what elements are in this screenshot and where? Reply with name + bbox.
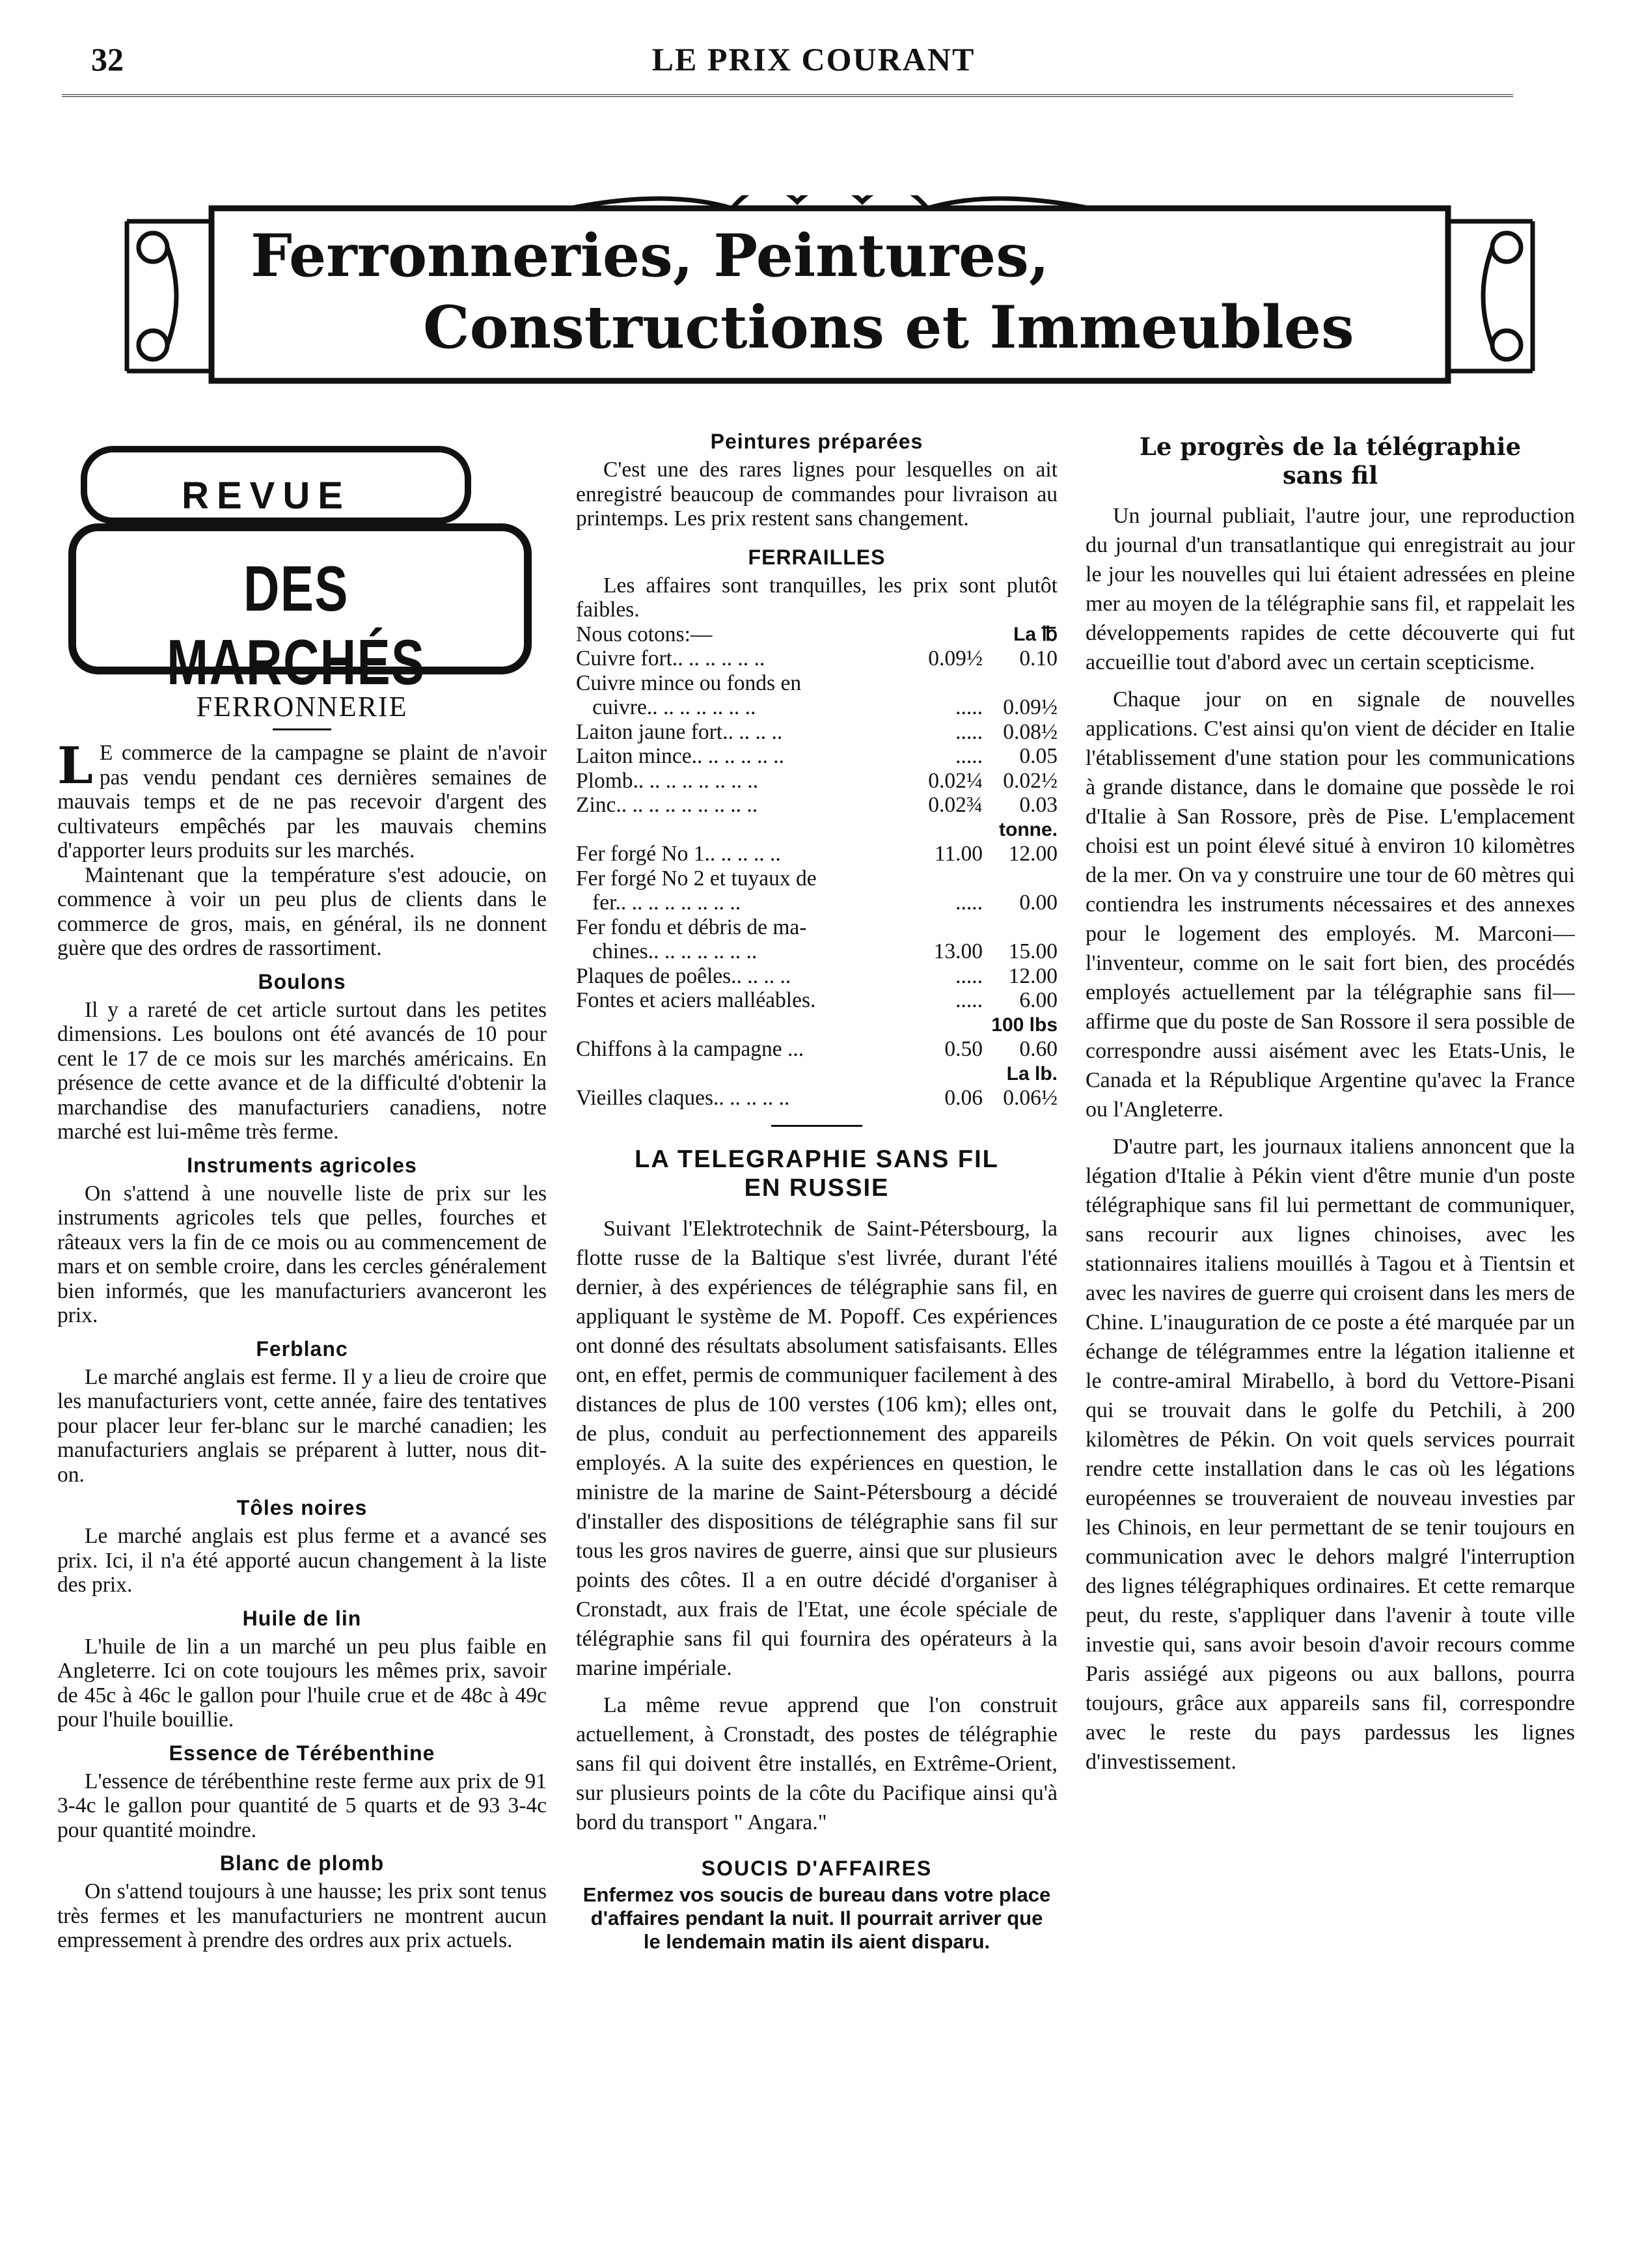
price-row — [576, 1013, 1058, 1038]
price-value: 0.02¾ — [928, 793, 983, 817]
subheading: Instruments agricoles — [187, 1153, 417, 1177]
price-row — [576, 646, 1058, 671]
revue-word: REVUE — [182, 475, 351, 517]
subheading: FERRAILLES — [748, 545, 886, 569]
price-row — [576, 769, 1058, 794]
price-value: 0.09½ — [928, 646, 983, 671]
des-marches-word: DES MARCHÉS — [167, 553, 426, 698]
paragraph: On s'attend toujours à une hausse; les prix sont tenus très fermes et les manufacturiers ne montrent aucun empressement à prendre des ordres aux prix actuels. — [57, 1879, 547, 1952]
subheading: Boulons — [258, 969, 346, 993]
price-value: 0.09½ — [1003, 695, 1058, 719]
price-row — [576, 793, 1058, 818]
price-value — [983, 915, 1058, 940]
header-rule — [62, 94, 1513, 97]
price-value: ..... — [955, 963, 983, 988]
paragraph: L'huile de lin a un marché un peu plus faible en Angleterre. Ici on cote toujours les mêmes prix, savoir de 45c à 46c le gallon pour l'huile crue et de 48c à 49c pour l'huile bouillie. — [57, 1634, 547, 1732]
price-value: 0.05 — [1019, 744, 1058, 768]
paragraph: Les affaires sont tranquilles, les prix sont plutôt faibles. — [576, 573, 1058, 622]
price-label: Laiton jaune fort.. .. .. .. — [576, 719, 783, 744]
paragraph: L E commerce de la campagne se plaint de n'avoir pas vendu pendant ces dernières semaines de mauvais temps et de ne pas recevoir d'argent des cultivateurs empêchés par les mauvais chemins d'apporter leurs produits sur les marchés. — [57, 736, 547, 863]
paragraph: Chaque jour on en signale de nouvelles applications. C'est ainsi qu'on vient de décider en Italie l'établissement d'une station pour les communications à grande distance, dans le domaine que possède le roi d'Italie à San Rossore, près de Pise. L'emplacement choisi est un point élevé situé à environ 10 kilomètres de la mer. On va y construire une tour de 60 mètres qui contiendra les instruments nécessaires et des annexes pour le logement des employés. M. Marconi—l'inventeur, comme on le sait fort bien, des procédés employés actuellement par la télégraphie sans fil—affirme que du poste de San Rossore il sera possible de correspondre aussi aisément avec les Etats-Unis, le Canada et la République Argentine qu'avec la France ou l'Angleterre. — [1086, 687, 1575, 1122]
paragraph: Le marché anglais est ferme. Il y a lieu de croire que les manufacturiers vont, cette année, faire des tentatives pour placer leur fer-blanc sur le marché canadien; les manufacturiers anglais se préparent à lutter, nous dit-on. — [57, 1364, 547, 1487]
subheading: Ferblanc — [256, 1336, 348, 1361]
price-value: 0.03 — [1019, 793, 1058, 817]
price-label: Laiton mince.. .. .. .. .. .. — [576, 744, 785, 768]
price-value: ..... — [955, 719, 983, 744]
price-value: 0.06½ — [1003, 1086, 1058, 1110]
price-row — [576, 744, 1058, 769]
price-unit: La ℔ — [1013, 623, 1058, 645]
price-label: cuivre.. .. .. .. .. .. .. — [576, 695, 756, 719]
paragraph: L'essence de térébenthine reste ferme aux prix de 91 3-4c le gallon pour quantité de 5 quarts et de 93 3-4c pour quantité moindre. — [57, 1769, 547, 1842]
price-row — [576, 622, 1058, 647]
box-title: SOUCIS D'AFFAIRES — [701, 1856, 933, 1880]
price-value: 0.60 — [1019, 1037, 1058, 1061]
paragraph: Maintenant que la température s'est adoucie, on commence à voir un peu plus de clients dans le commerce de gros, mais, en général, ils ne donnent guère que des ordres de rassortiment. — [57, 863, 547, 960]
article-title — [576, 1145, 1058, 1202]
price-row — [576, 1062, 1058, 1086]
price-label: chines.. .. .. .. .. .. .. — [576, 939, 758, 963]
price-label: Zinc.. .. .. .. .. .. .. .. .. — [576, 793, 758, 817]
price-value: 13.00 — [933, 939, 983, 963]
price-value: ..... — [955, 744, 983, 768]
price-label: Nous cotons:— — [576, 622, 713, 646]
price-value: 0.02¼ — [928, 768, 983, 793]
price-row — [576, 842, 1058, 866]
price-value: 6.00 — [1019, 988, 1058, 1012]
section-banner — [114, 195, 1546, 391]
article-title-line2: EN RUSSIE — [744, 1174, 890, 1202]
article-title — [1086, 432, 1575, 490]
price-value — [908, 671, 983, 696]
paragraph: La même revue apprend que l'on construit actuellement, à Cronstadt, des postes de télégraphie sans fil qui doivent être installés, en Extrême-Orient, sur plusieurs points de la côte du Pacifique ainsi qu'à bord du transport " Angara." — [576, 1693, 1058, 1834]
page-number: 32 — [91, 41, 124, 77]
price-value — [983, 671, 1058, 696]
price-row — [576, 964, 1058, 989]
article-title-line1: Le progrès de la télégraphie — [1139, 432, 1522, 461]
column-middle — [576, 430, 1058, 2196]
price-value: 12.00 — [1008, 842, 1058, 866]
subheading: Tôles noires — [236, 1496, 368, 1519]
price-row — [576, 1037, 1058, 1062]
price-value: 0.50 — [944, 1037, 983, 1061]
article-title-line2: sans fil — [1282, 461, 1378, 490]
price-value: 12.00 — [1008, 963, 1058, 988]
paragraph: Suivant l'Elektrotechnik de Saint-Pétersbourg, la flotte russe de la Baltique s'est livrée, durant l'été dernier, à des expériences de télégraphie sans fil, en appliquant le système de M. Popoff. Ces expériences ont donné des résultats absolument satisfaisants. Elles ont, en effet, permis de communiquer facilement à des distances de plus de 100 verstes (106 km); elles ont, de plus, conduit au perfectionnement des appareils employés. A la suite des expériences en question, le ministre de la marine de Saint-Pétersbourg a décidé d'installer des dispositions de télégraphie sans fil sur tous les gros navires de guerre, ainsi que sur plusieurs points des côtes. Il a en outre décidé d'organiser à Cronstadt, aux frais de l'Etat, une école spéciale de télégraphie sans fil qui fournira des opérateurs à la marine impériale. — [576, 1216, 1058, 1680]
price-row — [576, 695, 1058, 720]
paragraph: Il y a rareté de cet article surtout dans les petites dimensions. Les boulons ont été avancés de 10 pour cent le 17 de ce mois sur les marchés américains. En présence de cette avance et de la difficulté d'obtenir la marchandise des manufacturiers canadiens, notre marché est lui-même très ferme. — [57, 997, 547, 1144]
box-text: Enfermez vos soucis de bureau dans votre place d'affaires pendant la nuit. Il pourrait arriver que le lendemain matin ils aient disparu. — [582, 1883, 1051, 1953]
price-value: 0.06 — [944, 1086, 983, 1110]
price-value: 15.00 — [1008, 939, 1058, 963]
price-row — [576, 891, 1058, 915]
divider — [273, 728, 331, 730]
paragraph: Le marché anglais est plus ferme et a avancé ses prix. Ici, il n'a été apporté aucun changement à la liste des prix. — [57, 1524, 547, 1597]
price-value: ..... — [955, 695, 983, 719]
paragraph: C'est une des rares lignes pour lesquelles on ait enregistré beaucoup de commandes pour livraison au printemps. Les prix restent sans changement. — [576, 458, 1058, 531]
price-label: Plaques de poêles.. .. .. .. — [576, 963, 791, 988]
subheading: Peintures préparées — [710, 430, 923, 453]
price-row — [576, 939, 1058, 964]
drop-cap: L — [57, 736, 93, 795]
price-label: Chiffons à la campagne ... — [576, 1037, 804, 1061]
price-value: ..... — [955, 891, 983, 915]
price-row — [576, 818, 1058, 842]
divider — [771, 1125, 862, 1127]
subheading: Blanc de plomb — [219, 1851, 385, 1875]
price-value — [908, 866, 983, 891]
price-unit: 100 lbs — [991, 1014, 1058, 1036]
paragraph: On s'attend à une nouvelle liste de prix sur les instruments agricoles tels que pelles, fourches et râteaux vers la fin de ce mois ou au commencement de mars et on semble croire, dans les cercles généralement bien informés, que les manufacturiers avanceront les prix. — [57, 1181, 547, 1327]
price-label: fer.. .. .. .. .. .. .. .. — [576, 891, 741, 915]
revue-des-marches-logo — [64, 436, 540, 698]
paragraph: Un journal publiait, l'autre jour, une reproduction du journal d'un transatlantique qui enregistrait au jour le jour les nouvelles qui lui étaient adressées en pleine mer au moyen de la télégraphie sans fil, et rappelait les développements rapides de cette découverte qui fut accueillie tout d'abord avec un certain scepticisme. — [1086, 504, 1575, 674]
price-unit: tonne. — [999, 818, 1058, 840]
price-value: 0.00 — [1019, 891, 1058, 915]
price-row — [576, 988, 1058, 1013]
price-value: 0.02½ — [1003, 768, 1058, 793]
price-value: ..... — [955, 988, 983, 1012]
subheading: Essence de Térébenthine — [169, 1741, 435, 1765]
price-value: 0.10 — [1019, 646, 1058, 671]
price-row — [576, 915, 1058, 940]
price-value — [908, 915, 983, 940]
price-row — [576, 866, 1058, 891]
price-row — [576, 1086, 1058, 1111]
price-label: Fer fondu et débris de ma- — [576, 915, 807, 939]
price-label: Vieilles claques.. .. .. .. .. — [576, 1086, 790, 1110]
article-title-line1: LA TELEGRAPHIE SANS FIL — [635, 1145, 999, 1173]
column-left — [57, 430, 547, 2196]
price-label: Fontes et aciers malléables. — [576, 988, 816, 1012]
paragraph: D'autre part, les journaux italiens annoncent que la légation d'Italie à Pékin vient d'être munie d'un poste télégraphique sans fil lui permettant de communiquer, sans recourir aux lignes chinoises, avec les stationnaires italiens mouillés à Tagou et à Tientsin et avec les navires de guerre qui croisent dans les mers de Chine. L'inauguration de ce poste a été marquée par un échange de télégrammes entre la légation italienne et le contre-amiral Mirabello, à bord du Vettore-Pisani qui se trouvait dans le golfe du Petchili, à 200 kilomètres de Pékin. On voit quels services pourrait rendre cette installation dans le cas où les légations européennes se trouveraient de nouveau investies par les Chinois, en leur permettant de se tenir toujours en communication avec le dehors malgré l'interruption des lignes télégraphiques ordinaires. Et cette remarque peut, du reste, s'appliquer dans l'avenir à toute ville investie qui, sans avoir besoin d'avoir recours comme Paris assiégé aux pigeons ou aux ballons, pourra toujours, grâce aux appareils sans fil, correspondre avec le reste du pays pardessus les lignes d'investissement. — [1086, 1135, 1575, 1774]
banner-title-line1: Ferronneries, Peintures, — [251, 221, 1050, 290]
price-row — [576, 671, 1058, 696]
banner-title-line2: Constructions et Immeubles — [423, 293, 1354, 362]
subheading: Huile de lin — [242, 1606, 362, 1630]
column-right — [1086, 430, 1575, 2196]
price-unit: La lb. — [1006, 1062, 1058, 1085]
price-row — [576, 720, 1058, 745]
price-value: 11.00 — [934, 842, 983, 866]
price-label: Fer forgé No 2 et tuyaux de — [576, 866, 817, 891]
price-label: Cuivre fort.. .. .. .. .. .. — [576, 646, 765, 671]
price-label: Fer forgé No 1.. .. .. .. .. — [576, 842, 781, 866]
price-value — [983, 866, 1058, 891]
journal-title: LE PRIX COURANT — [651, 41, 976, 77]
price-value: 0.08½ — [1003, 719, 1058, 744]
price-label: Plomb.. .. .. .. .. .. .. .. — [576, 768, 759, 793]
price-label: Cuivre mince ou fonds en — [576, 671, 802, 695]
price-table — [576, 622, 1058, 1111]
section-title: FERRONNERIE — [196, 691, 408, 723]
